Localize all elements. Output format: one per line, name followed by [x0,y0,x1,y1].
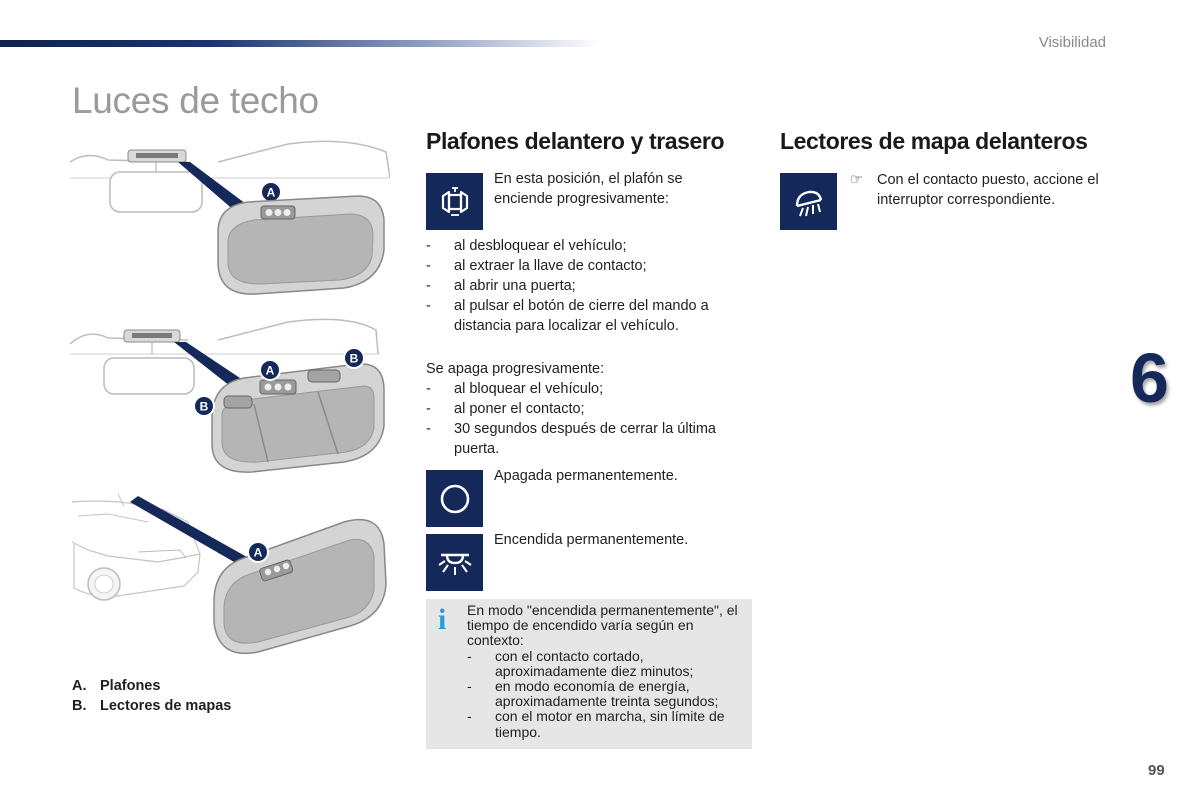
list-item: - al desbloquear el vehículo; [426,236,746,256]
list-item: - al abrir una puerta; [426,276,746,296]
list-item: - al extraer la llave de contacto; [426,256,746,276]
circle-off-icon [435,479,475,519]
label-b-marker-left [194,396,214,416]
hand-pointer-icon: ☞ [850,172,863,188]
map-reader-illustration [68,314,390,484]
map-reader-icon [789,182,829,222]
list-item: - al poner el contacto; [426,399,746,419]
list-item: - con el contacto cortado, aproximadamente diez minutos; [467,649,752,679]
info-list [467,649,752,740]
figure-legend [72,676,231,716]
list-item: - con el motor en marcha, sin límite de tiempo. [467,709,752,739]
on-icon-box [426,534,483,591]
info-text [467,603,752,740]
label-b: B [199,399,209,414]
off-permanent-text: Apagada permanentemente. [494,468,678,484]
off-icon-box [426,470,483,527]
label-b-marker-right [344,348,364,368]
label-b: B [349,351,359,366]
rear-ceiling-light-illustration [68,492,390,662]
info-intro: En modo "encendida permanentemente", el tiempo de encendido varía según en contexto: [467,602,738,649]
heading-map-readers: Lectores de mapa delanteros [780,128,1088,154]
list-item: - al pulsar el botón de cierre del mando a distancia para localizar el vehículo. [426,296,746,336]
door-mode-intro: En esta posición, el plafón se enciende progresivamente: [494,171,683,207]
list-item: - al bloquear el vehículo; [426,379,746,399]
page-title: Luces de techo [72,80,319,121]
front-ceiling-light-illustration [68,132,390,300]
list-item: - en modo economía de energía, aproximadamente treinta segundos; [467,679,752,709]
label-a-marker [261,182,281,202]
label-a: A [266,185,276,200]
info-icon: i [438,603,447,636]
label-a-marker [260,360,280,380]
list-item: - 30 segundos después de cerrar la última puerta. [426,419,746,459]
label-a: A [265,363,275,378]
map-reader-instruction: Con el contacto puesto, accione el interruptor correspondiente. [877,172,1099,208]
chapter-number: 6 [1130,339,1169,417]
door-ceiling-light-icon [435,182,475,222]
header-gradient-bar [0,40,600,47]
on-permanent-text: Encendida permanentemente. [494,532,689,548]
page-number: 99 [1148,762,1165,779]
legend-item-b: B. Lectores de mapas [72,698,232,714]
legend-item-a: A. Plafones [72,678,161,694]
heading-ceiling-lights: Plafones delantero y trasero [426,128,725,154]
section-name: Visibilidad [1038,34,1106,51]
map-reader-icon-box [780,173,837,230]
ceiling-light-on-icon [435,543,475,583]
off-conditions-list [426,379,746,459]
info-box [426,599,752,749]
off-intro: Se apaga progresivamente: [426,361,605,377]
on-conditions-list [426,236,746,336]
door-mode-icon-box [426,173,483,230]
label-a: A [253,545,263,560]
label-a-marker [248,542,268,562]
